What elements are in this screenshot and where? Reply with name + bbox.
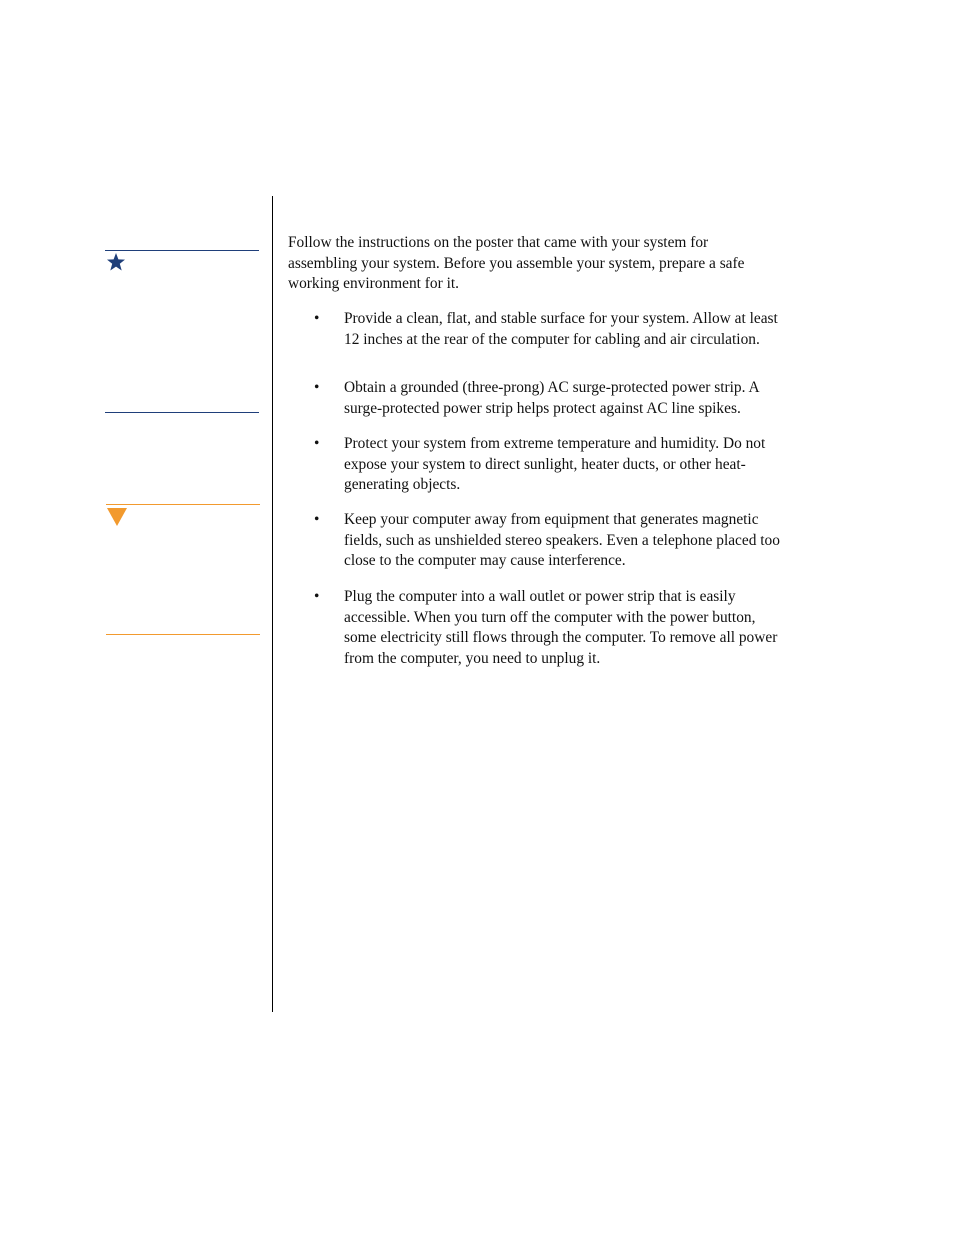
list-item-text: Obtain a grounded (three-prong) AC surge-protected power strip. A surge-protected power strip helps protect against AC line spikes. [344,379,759,417]
star-icon [106,252,126,272]
list-item-text: Keep your computer away from equipment that generates magnetic fields, such as unshielded stereo speakers. Even a telephone placed too close to the computer may cause interference. [344,511,780,569]
list-item-text: Plug the computer into a wall outlet or power strip that is easily accessible. When you turn off the computer with the power button, some electricity still flows through the computer. To remove all power from the computer, you need to unplug it. [344,588,778,667]
bullet-marker: • [314,435,320,452]
list-item-text: Provide a clean, flat, and stable surface for your system. Allow at least 12 inches at the rear of the computer for cabling and air circulation. [344,310,778,348]
bullet-marker: • [314,588,320,605]
list-item-text: Protect your system from extreme temperature and humidity. Do not expose your system to direct sunlight, heater ducts, or other heat-generating objects. [344,435,766,493]
column-divider [272,196,273,1012]
note-rule-bottom [105,412,259,413]
caution-triangle-icon [107,508,127,526]
intro-paragraph: Follow the instructions on the poster that came with your system for assembling your system. Before you assemble your system, prepare a safe working environment for it. [288,234,745,292]
caution-rule-bottom [106,634,260,635]
bullet-marker: • [314,379,320,396]
caution-rule-top [106,504,260,505]
bullet-marker: • [314,310,320,327]
note-rule-top [105,250,259,251]
bullet-marker: • [314,511,320,528]
